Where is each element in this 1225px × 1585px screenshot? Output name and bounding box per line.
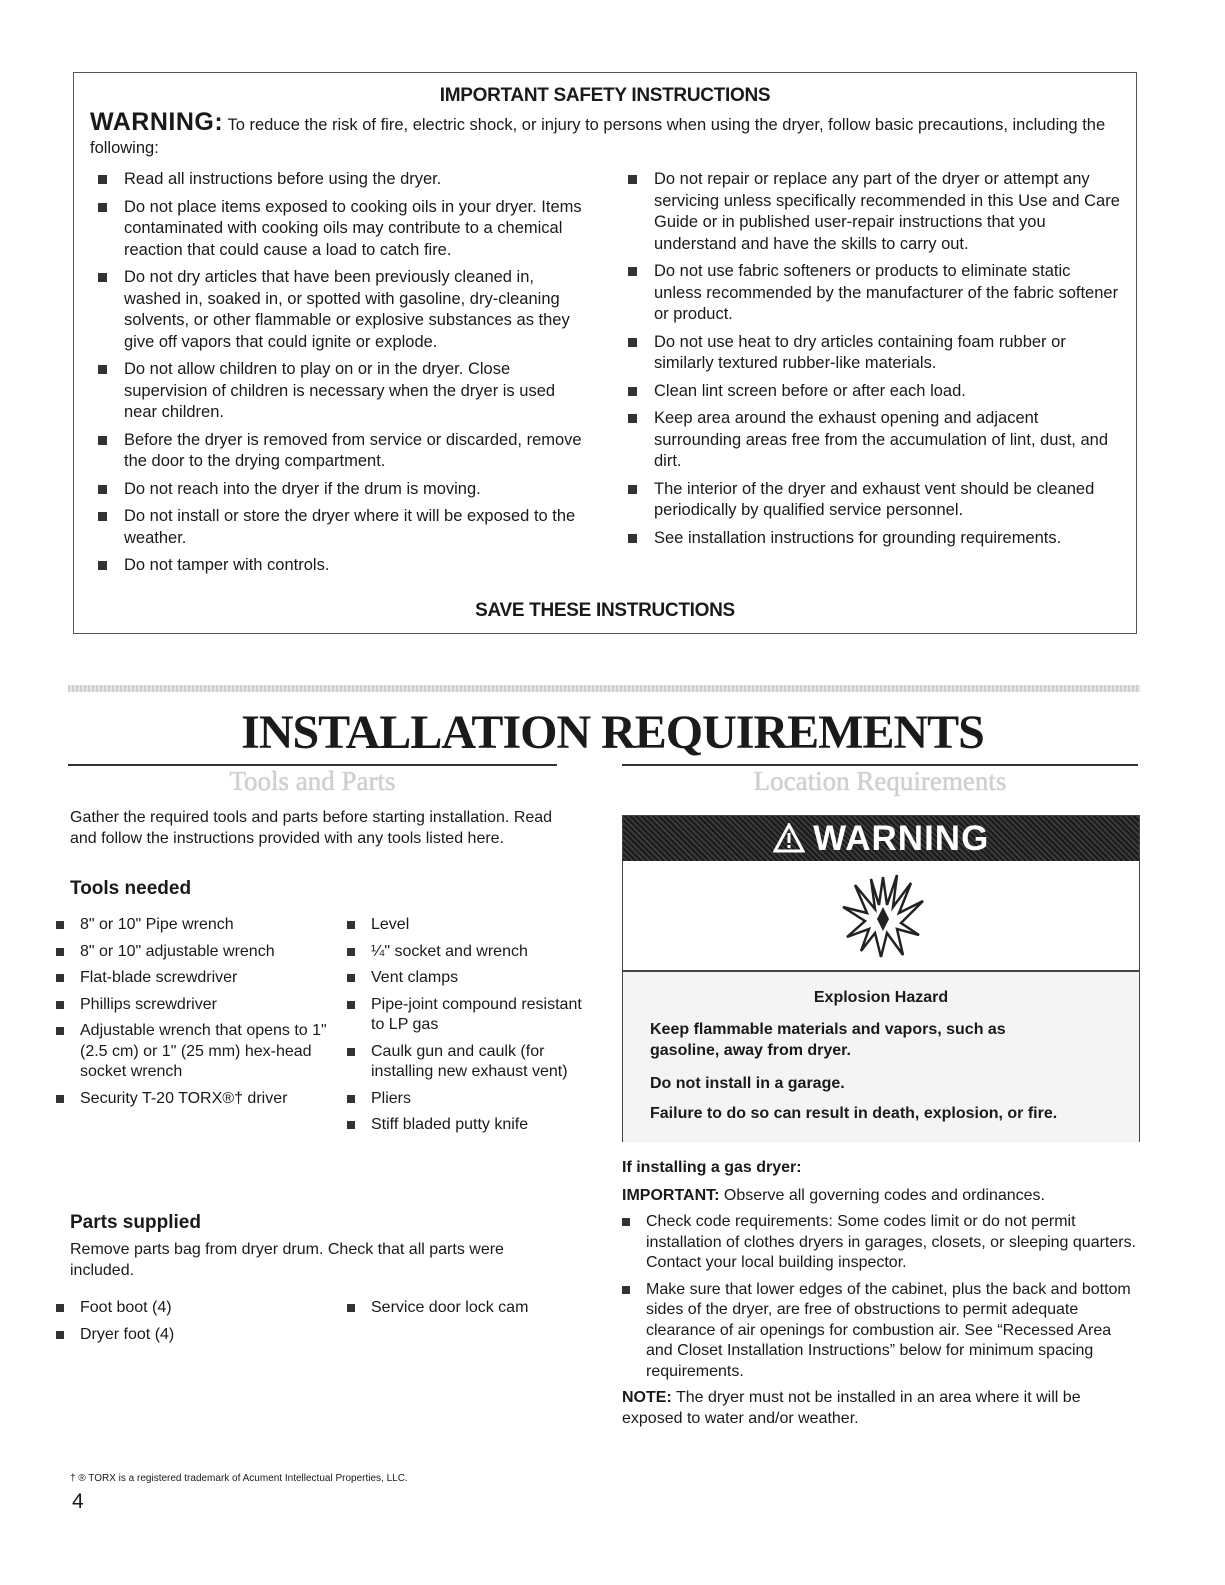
- list-item: 8" or 10" Pipe wrench: [52, 915, 332, 936]
- warning-header-text: WARNING: [813, 819, 990, 858]
- safety-title: IMPORTANT SAFETY INSTRUCTIONS: [439, 85, 771, 106]
- list-item: Pipe-joint compound resistant to LP gas: [343, 995, 583, 1036]
- parts-list-col2: [343, 1298, 583, 1325]
- explosion-icon: [841, 871, 925, 961]
- bullet-icon: [628, 387, 637, 396]
- tools-intro: Gather the required tools and parts before starting installation. Read and follow the instructions provided with any tools listed here.: [70, 809, 553, 847]
- parts-list-col1: [52, 1298, 332, 1351]
- bullet-icon: [628, 267, 637, 276]
- bullet-icon: [56, 974, 64, 982]
- page-number: 4: [72, 1490, 84, 1513]
- bullet-icon: [98, 561, 107, 570]
- list-item: Do not tamper with controls.: [90, 555, 590, 577]
- location-heading: Location Requirements: [753, 766, 1007, 796]
- gas-dryer-section: [622, 1158, 1137, 1429]
- list-item: Phillips screwdriver: [52, 995, 332, 1016]
- bullet-icon: [56, 1095, 64, 1103]
- bullet-icon: [56, 921, 64, 929]
- bullet-icon: [347, 921, 355, 929]
- bullet-icon: [98, 512, 107, 521]
- warning-text: To reduce the risk of fire, electric shock, or injury to persons when using the dryer, follow basic precautions, including the following:: [90, 116, 1106, 157]
- divider-band: [68, 685, 1140, 692]
- list-item: Adjustable wrench that opens to 1" (2.5 cm) or 1" (25 mm) hex-head socket wrench: [52, 1021, 332, 1083]
- list-item: Dryer foot (4): [52, 1325, 332, 1346]
- list-item: Service door lock cam: [343, 1298, 583, 1319]
- list-item: Do not use heat to dry articles containing foam rubber or similarly textured rubber-like materials.: [620, 332, 1120, 375]
- list-item: See installation instructions for grounding requirements.: [620, 528, 1120, 550]
- footnote: † ® TORX is a registered trademark of Acument Intellectual Properties, LLC.: [70, 1473, 408, 1484]
- hazard-line: Failure to do so can result in death, explosion, or fire.: [650, 1105, 1058, 1122]
- page-title: INSTALLATION REQUIREMENTS: [241, 706, 984, 759]
- tools-needed-heading: Tools needed: [70, 878, 192, 899]
- warning-intro: [90, 108, 1116, 160]
- warning-word: WARNING:: [90, 108, 224, 136]
- bullet-icon: [622, 1286, 630, 1294]
- bullet-icon: [98, 436, 107, 445]
- important-label: IMPORTANT:: [622, 1186, 720, 1204]
- bullet-icon: [56, 1304, 64, 1312]
- note: [622, 1388, 1137, 1429]
- safety-list-left: [90, 169, 590, 583]
- parts-supplied-heading: Parts supplied: [70, 1212, 201, 1233]
- bullet-icon: [347, 974, 355, 982]
- save-instructions: SAVE THESE INSTRUCTIONS: [475, 600, 735, 621]
- list-item: Do not use fabric softeners or products to eliminate static unless recommended by the manufacturer of the fabric softener or product.: [620, 261, 1120, 326]
- bullet-icon: [628, 534, 637, 543]
- list-item: Clean lint screen before or after each load.: [620, 381, 1120, 403]
- list-item: Keep area around the exhaust opening and adjacent surrounding areas free from the accumulation of lint, dust, and dirt.: [620, 408, 1120, 473]
- important-text: Observe all governing codes and ordinances.: [719, 1186, 1045, 1204]
- bullet-icon: [98, 175, 107, 184]
- safety-list-right: [620, 169, 1120, 555]
- bullet-icon: [56, 1027, 64, 1035]
- list-item: Level: [343, 915, 583, 936]
- list-item: The interior of the dryer and exhaust vent should be cleaned periodically by qualified service personnel.: [620, 479, 1120, 522]
- bullet-icon: [98, 273, 107, 282]
- list-item: Foot boot (4): [52, 1298, 332, 1319]
- list-item: Stiff bladed putty knife: [343, 1115, 583, 1136]
- bullet-icon: [56, 1331, 64, 1339]
- bullet-icon: [628, 338, 637, 347]
- gas-heading: If installing a gas dryer:: [622, 1159, 802, 1176]
- list-item: Security T-20 TORX®† driver: [52, 1089, 332, 1110]
- warning-panel: [622, 815, 1140, 1142]
- bullet-icon: [347, 1304, 355, 1312]
- list-item: Make sure that lower edges of the cabinet, plus the back and bottom sides of the dryer, are free of obstructions to permit adequate clearance of air openings for combustion air. See “Recessed Area and Closet Installation Instructions” below for minimum spacing requirements.: [618, 1280, 1137, 1383]
- list-item: Vent clamps: [343, 968, 583, 989]
- gas-list: [618, 1212, 1137, 1382]
- bullet-icon: [98, 203, 107, 212]
- list-item: Caulk gun and caulk (for installing new exhaust vent): [343, 1042, 583, 1083]
- hazard-line: Do not install in a garage.: [650, 1075, 845, 1092]
- list-item: 8" or 10" adjustable wrench: [52, 942, 332, 963]
- bullet-icon: [347, 1001, 355, 1009]
- list-item: Flat-blade screwdriver: [52, 968, 332, 989]
- list-item: Do not install or store the dryer where it will be exposed to the weather.: [90, 506, 590, 549]
- bullet-icon: [628, 485, 637, 494]
- parts-intro: Remove parts bag from dryer drum. Check that all parts were included.: [70, 1241, 504, 1279]
- warning-details: [623, 972, 1139, 1142]
- bullet-icon: [347, 1048, 355, 1056]
- bullet-icon: [98, 365, 107, 374]
- warning-header: [623, 816, 1139, 861]
- note-text: The dryer must not be installed in an area where it will be exposed to water and/or weather.: [622, 1389, 1081, 1427]
- bullet-icon: [622, 1218, 630, 1226]
- safety-instructions-box: [73, 72, 1137, 634]
- bullet-icon: [347, 1095, 355, 1103]
- important-note: [622, 1186, 1137, 1207]
- list-item: Read all instructions before using the dryer.: [90, 169, 590, 191]
- list-item: Do not repair or replace any part of the dryer or attempt any servicing unless specifically recommended in this Use and Care Guide or in published user-repair instructions that you understand and have the skills to carry out.: [620, 169, 1120, 255]
- list-item: Pliers: [343, 1089, 583, 1110]
- hazard-line: Keep flammable materials and vapors, such as gasoline, away from dryer.: [650, 1021, 1006, 1059]
- tools-list-col1: [52, 915, 332, 1115]
- bullet-icon: [56, 1001, 64, 1009]
- list-item: Check code requirements: Some codes limit or do not permit installation of clothes dryers in garages, closets, or sleeping quarters. Contact your local building inspector.: [618, 1212, 1137, 1274]
- list-item: Do not allow children to play on or in the dryer. Close supervision of children is necessary when the dryer is used near children.: [90, 359, 590, 424]
- bullet-icon: [347, 1121, 355, 1129]
- tools-heading: Tools and Parts: [229, 766, 396, 796]
- tools-list-col2: [343, 915, 583, 1142]
- bullet-icon: [56, 948, 64, 956]
- hazard-title: Explosion Hazard: [813, 989, 949, 1006]
- list-item: Do not dry articles that have been previously cleaned in, washed in, soaked in, or spotted with gasoline, dry-cleaning solvents, or other flammable or explosive substances as they give off vapors that could ignite or explode.: [90, 267, 590, 353]
- list-item: Do not place items exposed to cooking oils in your dryer. Items contaminated with cooking oils may contribute to a chemical reaction that could cause a load to catch fire.: [90, 197, 590, 262]
- bullet-icon: [347, 948, 355, 956]
- list-item: Before the dryer is removed from service or discarded, remove the door to the drying compartment.: [90, 430, 590, 473]
- list-item: ¼" socket and wrench: [343, 942, 583, 963]
- bullet-icon: [98, 485, 107, 494]
- alert-triangle-icon: [773, 823, 805, 853]
- list-item: Do not reach into the dryer if the drum is moving.: [90, 479, 590, 501]
- note-label: NOTE:: [622, 1389, 672, 1406]
- bullet-icon: [628, 175, 637, 184]
- bullet-icon: [628, 414, 637, 423]
